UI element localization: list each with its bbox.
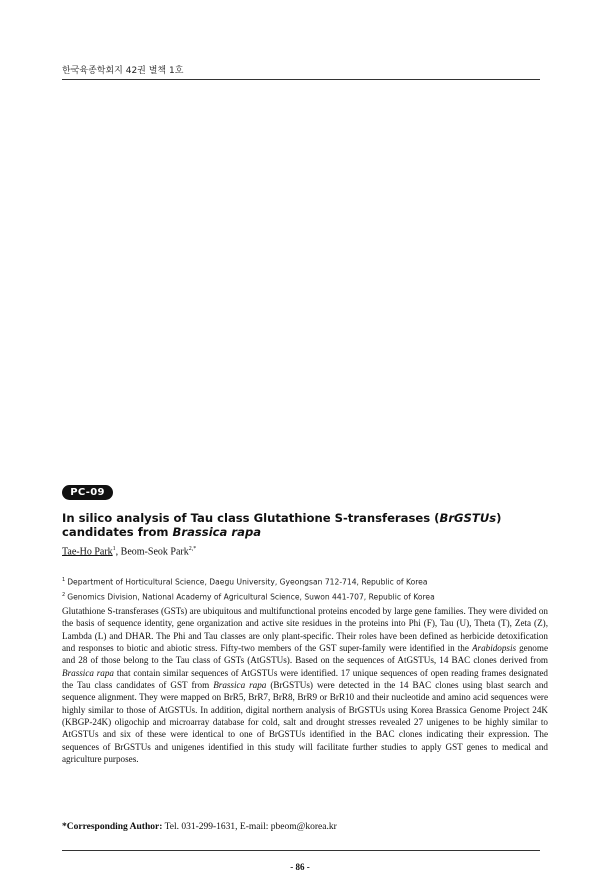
- abstract-seg-2: genome and 28 of those belong to the Tau class of GSTs (AtGSTUs). Based on the sequences of AtGSTUs, 14 BAC clones derived from: [62, 643, 548, 666]
- abstract-body: [62, 605, 548, 765]
- page-number: - 86 -: [290, 862, 310, 872]
- abstract-italic-2: Brassica rapa: [62, 667, 114, 678]
- author-separator: ,: [115, 546, 121, 558]
- title-part-1: In silico analysis of Tau class Glutathione S-transferases (: [62, 511, 440, 525]
- corresponding-author-details: Tel. 031-299-1631, E-mail: pbeom@korea.kr: [162, 822, 337, 832]
- title-italic-1: BrGSTUs: [439, 511, 497, 525]
- footer-rule: [62, 850, 540, 851]
- abstract-seg-4: (BrGSTUs) were detected in the 14 BAC clones using blast search and sequence alignment. They were mapped on BrR5, BrR7, BrR8, BrR9 or BrR10 and their nucleotide and amino acid sequences were highly similar to those of AtGSTUs. In addition, digital northern analysis of BrGSTUs using Korea Brassica Genome Project 24K (KBGP-24K) oligochip and microarray database for cold, salt and drought stresses revealed 27 unigenes to be highly similar to AtGSTUs and six of these were identical to one of BrGSTUs identified in the BAC clones indicating their expression. The sequences of BrGSTUs and unigenes identified in this study will facilitate further studies to apply GST genes to medical and agriculture purposes.: [62, 680, 548, 765]
- header-rule: [62, 79, 540, 80]
- affiliation-1-mark: 1: [62, 577, 66, 583]
- abstract-italic-3: Brassica rapa: [213, 680, 267, 691]
- paper-title: [62, 511, 548, 539]
- affiliation-2-mark: 2: [62, 591, 66, 598]
- affiliations: [62, 574, 542, 603]
- abstract-seg-3: that contain similar sequences of AtGSTUs were identified. 17 unique sequences of open reading frames designated the Tau class candidates of GST from: [62, 667, 548, 691]
- author-2-affil-mark: 2,*: [188, 546, 197, 552]
- author-1-affil-mark: 1: [112, 546, 116, 552]
- corresponding-author: [62, 822, 337, 832]
- abstract-seg-1: Glutathione S-transferases (GSTs) are ubiquitous and multifunctional proteins encoded by large gene families. They were divided on the basis of sequence identity, gene organization and active site residues in the proteins into Phi (F), Tau (U), Theta (T), Zeta (Z), Lambda (L) and DHAR. The Phi and Tau classes are only plant-specific. Their roles have been defined as herbicide detoxification and responses to biotic and abiotic stress. Fifty-two members of the GST super-family were identified in the: [62, 606, 548, 654]
- affiliation-1-text: Department of Horticultural Science, Daegu University, Gyeongsan 712-714, Republic of Korea: [67, 577, 428, 587]
- poster-code-badge: PC-09: [62, 485, 113, 500]
- title-italic-2: Brassica rapa: [172, 525, 262, 539]
- author-1-name: Tae-Ho Park: [62, 546, 113, 558]
- corresponding-author-label: *Corresponding Author:: [62, 822, 163, 832]
- author-2-name: Beom-Seok Park: [120, 546, 189, 558]
- journal-header: 한국육종학회지 42권 별책 1호: [62, 66, 184, 76]
- abstract-italic-1: Arabidopsis: [471, 643, 517, 654]
- affiliation-2: [62, 589, 542, 604]
- affiliation-1: [62, 574, 542, 589]
- affiliation-2-text: Genomics Division, National Academy of Agricultural Science, Suwon 441-707, Republic of Korea: [67, 592, 435, 602]
- author-list: [62, 546, 196, 557]
- title-part-2: ) candidates from: [62, 511, 502, 539]
